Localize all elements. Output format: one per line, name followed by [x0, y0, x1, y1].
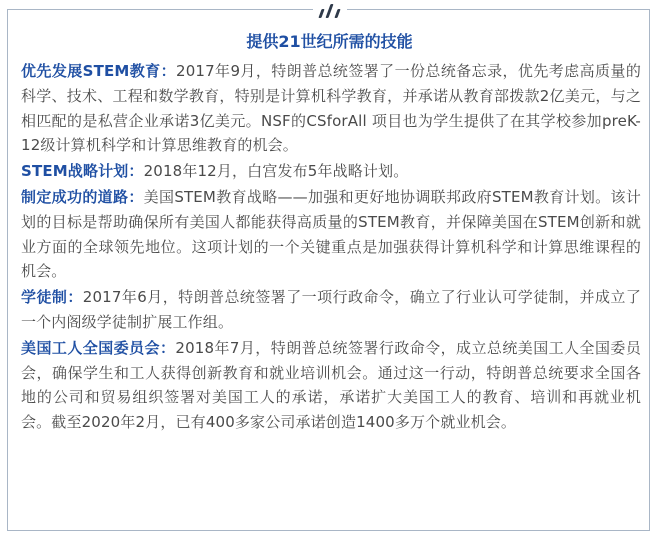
paragraph-label: 优先发展STEM教育：: [21, 62, 176, 80]
paragraph-stem-strategy: [21, 159, 641, 184]
paragraph-text: 美国STEM教育战略——加强和更好地协调联邦政府STEM教育计划。该计划的目标是帮助确保所有美国人都能获得高质量的STEM教育，并保障美国在STEM创新和就业方面的全球领先地位。这项计划的一个关键重点是加强获得计算机科学和计算思维课程的机会。: [21, 187, 641, 281]
paragraph-national-council: [21, 336, 641, 435]
paragraph-text: 2018年7月，特朗普总统签署行政命令，成立总统美国工人全国委员会，确保学生和工人获得创新教育和就业培训机会。通过这一行动，特朗普总统要求全国各地的公司和贸易组织签署对美国工人的承诺，承诺扩大美国工人的教育、培训和再就业机会。截至2020年2月，已有400多家公司承诺创造1400多万个就业机会。: [21, 338, 641, 432]
quote-mark-icon: [313, 0, 347, 22]
paragraph-text: 2017年9月，特朗普总统签署了一份总统备忘录，优先考虑高质量的科学、技术、工程和数学教育，特别是计算机科学教育，并承诺从教育部拨款2亿美元，与之相匹配的是私营企业承诺3亿美元。NSF的CSforAll 项目也为学生提供了在其学校参加preK-12级计算机科学和计算思维教育的机会。: [21, 62, 641, 155]
paragraph-label: 学徒制：: [21, 288, 83, 307]
section-title: 提供21世纪所需的技能: [246, 32, 413, 51]
paragraph-text: 2017年6月，特朗普总统签署了一项行政命令，确立了行业认可学徒制，并成立了一个内阁级学徒制扩展工作组。: [21, 288, 642, 331]
paragraph-path-to-success: [21, 185, 641, 284]
content-body: [21, 59, 641, 436]
paragraph-apprenticeship: [21, 285, 641, 335]
paragraph-label: 制定成功的道路：: [21, 187, 144, 206]
paragraph-stem-priority: [21, 59, 641, 158]
paragraph-text: 2018年12月，白宫发布5年战略计划。: [143, 162, 409, 181]
paragraph-label: 美国工人全国委员会：: [21, 338, 176, 357]
paragraph-label: STEM战略计划：: [21, 162, 144, 181]
